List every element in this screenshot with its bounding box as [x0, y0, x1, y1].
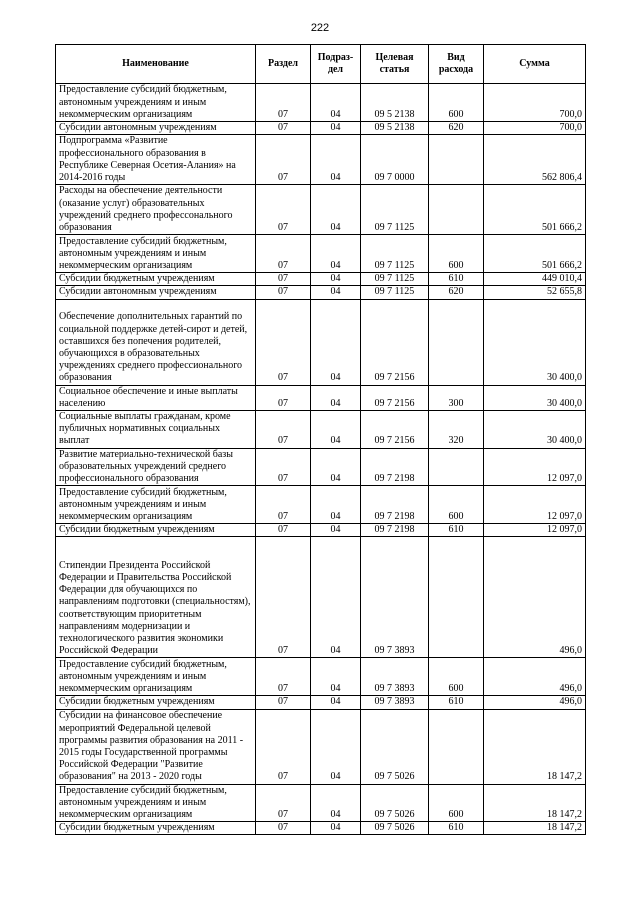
cell-razdel: 07: [256, 411, 311, 449]
cell-summa: 700,0: [484, 122, 586, 135]
cell-razdel: 07: [256, 185, 311, 235]
budget-table: [55, 44, 586, 835]
cell-razdel: 07: [256, 235, 311, 273]
table-row: [56, 411, 586, 449]
cell-podrazdel: 04: [311, 537, 361, 658]
cell-summa: 496,0: [484, 658, 586, 696]
table-row: [56, 299, 586, 385]
cell-name: Субсидии автономным учреждениям: [56, 122, 256, 135]
cell-razdel: 07: [256, 273, 311, 286]
cell-vid: 610: [429, 524, 484, 537]
cell-statya: 09 7 3893: [361, 537, 429, 658]
cell-vid: 600: [429, 784, 484, 822]
cell-summa: 501 666,2: [484, 185, 586, 235]
cell-vid: 610: [429, 822, 484, 835]
table-row: [56, 784, 586, 822]
cell-podrazdel: 04: [311, 486, 361, 524]
cell-podrazdel: 04: [311, 658, 361, 696]
cell-name: Предоставление субсидий бюджетным, автономным учреждениям и иным некоммерческим организациям: [56, 658, 256, 696]
table-row: [56, 537, 586, 658]
cell-statya: 09 7 1125: [361, 185, 429, 235]
cell-statya: 09 7 0000: [361, 135, 429, 185]
cell-vid: [429, 299, 484, 385]
cell-vid: [429, 135, 484, 185]
header-summa: Сумма: [484, 45, 586, 84]
cell-name: Предоставление субсидий бюджетным, автономным учреждениям и иным некоммерческим организациям: [56, 784, 256, 822]
cell-summa: 501 666,2: [484, 235, 586, 273]
cell-statya: 09 7 2156: [361, 411, 429, 449]
cell-name: Субсидии бюджетным учреждениям: [56, 524, 256, 537]
cell-statya: 09 7 5026: [361, 822, 429, 835]
cell-summa: 30 400,0: [484, 385, 586, 410]
cell-statya: 09 7 2198: [361, 486, 429, 524]
cell-statya: 09 7 1125: [361, 286, 429, 299]
cell-podrazdel: 04: [311, 299, 361, 385]
table-body: [56, 84, 586, 835]
table-row: [56, 709, 586, 784]
cell-statya: 09 7 5026: [361, 784, 429, 822]
cell-podrazdel: 04: [311, 524, 361, 537]
table-row: [56, 185, 586, 235]
cell-name: Субсидии бюджетным учреждениям: [56, 822, 256, 835]
cell-statya: 09 7 2198: [361, 524, 429, 537]
cell-podrazdel: 04: [311, 286, 361, 299]
cell-vid: 600: [429, 84, 484, 122]
cell-name: Субсидии бюджетным учреждениям: [56, 696, 256, 709]
cell-vid: 600: [429, 658, 484, 696]
cell-statya: 09 7 1125: [361, 235, 429, 273]
cell-summa: 12 097,0: [484, 448, 586, 486]
cell-vid: 620: [429, 286, 484, 299]
table-row: [56, 696, 586, 709]
table-row: [56, 286, 586, 299]
cell-name: Социальное обеспечение и иные выплаты населению: [56, 385, 256, 410]
cell-summa: 496,0: [484, 537, 586, 658]
cell-vid: [429, 185, 484, 235]
table-row: [56, 486, 586, 524]
cell-vid: 600: [429, 486, 484, 524]
cell-podrazdel: 04: [311, 84, 361, 122]
cell-razdel: 07: [256, 784, 311, 822]
table-row: [56, 822, 586, 835]
cell-podrazdel: 04: [311, 411, 361, 449]
cell-vid: 610: [429, 696, 484, 709]
cell-summa: 18 147,2: [484, 709, 586, 784]
cell-summa: 496,0: [484, 696, 586, 709]
cell-vid: 600: [429, 235, 484, 273]
cell-name: Предоставление субсидий бюджетным, автономным учреждениям и иным некоммерческим организациям: [56, 486, 256, 524]
cell-razdel: 07: [256, 448, 311, 486]
cell-name: Субсидии автономным учреждениям: [56, 286, 256, 299]
cell-statya: 09 5 2138: [361, 122, 429, 135]
table-row: [56, 235, 586, 273]
cell-summa: 562 806,4: [484, 135, 586, 185]
cell-summa: 30 400,0: [484, 411, 586, 449]
cell-name: Обеспечение дополнительных гарантий по социальной поддержке детей-сирот и детей, оставшихся без попечения родителей, обучающихся в образовательных учреждениях среднего профессионального образования: [56, 299, 256, 385]
table-row: [56, 658, 586, 696]
cell-summa: 52 655,8: [484, 286, 586, 299]
cell-name: Субсидии бюджетным учреждениям: [56, 273, 256, 286]
cell-razdel: 07: [256, 299, 311, 385]
cell-vid: [429, 709, 484, 784]
cell-razdel: 07: [256, 486, 311, 524]
table-row: [56, 122, 586, 135]
cell-summa: 12 097,0: [484, 486, 586, 524]
cell-statya: 09 7 3893: [361, 696, 429, 709]
cell-razdel: 07: [256, 122, 311, 135]
cell-statya: 09 7 2198: [361, 448, 429, 486]
cell-vid: 620: [429, 122, 484, 135]
cell-summa: 449 010,4: [484, 273, 586, 286]
cell-vid: 300: [429, 385, 484, 410]
cell-statya: 09 7 2156: [361, 385, 429, 410]
cell-vid: 610: [429, 273, 484, 286]
header-name: Наименование: [56, 45, 256, 84]
cell-vid: [429, 448, 484, 486]
cell-podrazdel: 04: [311, 784, 361, 822]
cell-name: Субсидии на финансовое обеспечение мероприятий Федеральной целевой программы развития образования на 2011 - 2015 годы Государственной программы Российской Федерации "Развитие образования" на 2013 - 2020 годы: [56, 709, 256, 784]
cell-razdel: 07: [256, 385, 311, 410]
cell-name: Расходы на обеспечение деятельности (оказание услуг) образовательных учреждений среднего профессонального образования: [56, 185, 256, 235]
cell-name: Развитие материально-технической базы образовательных учреждений среднего профессионального образования: [56, 448, 256, 486]
header-vid: Вид расхода: [429, 45, 484, 84]
cell-razdel: 07: [256, 135, 311, 185]
cell-vid: [429, 537, 484, 658]
table-row: [56, 84, 586, 122]
cell-name: Предоставление субсидий бюджетным, автономным учреждениям и иным некоммерческим организациям: [56, 235, 256, 273]
cell-podrazdel: 04: [311, 385, 361, 410]
cell-razdel: 07: [256, 537, 311, 658]
cell-razdel: 07: [256, 822, 311, 835]
cell-summa: 30 400,0: [484, 299, 586, 385]
cell-podrazdel: 04: [311, 822, 361, 835]
cell-name: Стипендии Президента Российской Федерации и Правительства Российской Федерации для обучающихся по направлениям подготовки (специальностям), соответствующим приоритетным направлениям модернизации и технологического развития экономики Российской Федерации: [56, 537, 256, 658]
cell-razdel: 07: [256, 84, 311, 122]
table-row: [56, 524, 586, 537]
cell-statya: 09 7 2156: [361, 299, 429, 385]
cell-razdel: 07: [256, 286, 311, 299]
cell-statya: 09 7 3893: [361, 658, 429, 696]
table-row: [56, 448, 586, 486]
cell-podrazdel: 04: [311, 122, 361, 135]
header-razdel: Раздел: [256, 45, 311, 84]
cell-podrazdel: 04: [311, 709, 361, 784]
cell-summa: 700,0: [484, 84, 586, 122]
cell-podrazdel: 04: [311, 448, 361, 486]
cell-statya: 09 7 5026: [361, 709, 429, 784]
cell-razdel: 07: [256, 658, 311, 696]
page-number: 222: [310, 22, 330, 34]
cell-name: Предоставление субсидий бюджетным, автономным учреждениям и иным некоммерческим организациям: [56, 84, 256, 122]
header-podrazdel: Подраз-дел: [311, 45, 361, 84]
cell-razdel: 07: [256, 696, 311, 709]
cell-podrazdel: 04: [311, 135, 361, 185]
table-row: [56, 135, 586, 185]
cell-razdel: 07: [256, 524, 311, 537]
cell-summa: 18 147,2: [484, 822, 586, 835]
cell-summa: 18 147,2: [484, 784, 586, 822]
cell-statya: 09 7 1125: [361, 273, 429, 286]
cell-name: Подпрограмма «Развитие профессионального образования в Республике Северная Осетия-Алания» на 2014-2016 годы: [56, 135, 256, 185]
cell-statya: 09 5 2138: [361, 84, 429, 122]
table-header-row: [56, 45, 586, 84]
cell-vid: 320: [429, 411, 484, 449]
table-row: [56, 273, 586, 286]
cell-summa: 12 097,0: [484, 524, 586, 537]
cell-podrazdel: 04: [311, 696, 361, 709]
cell-podrazdel: 04: [311, 235, 361, 273]
cell-podrazdel: 04: [311, 273, 361, 286]
cell-name: Социальные выплаты гражданам, кроме публичных нормативных социальных выплат: [56, 411, 256, 449]
table-row: [56, 385, 586, 410]
header-statya: Целевая статья: [361, 45, 429, 84]
cell-podrazdel: 04: [311, 185, 361, 235]
cell-razdel: 07: [256, 709, 311, 784]
